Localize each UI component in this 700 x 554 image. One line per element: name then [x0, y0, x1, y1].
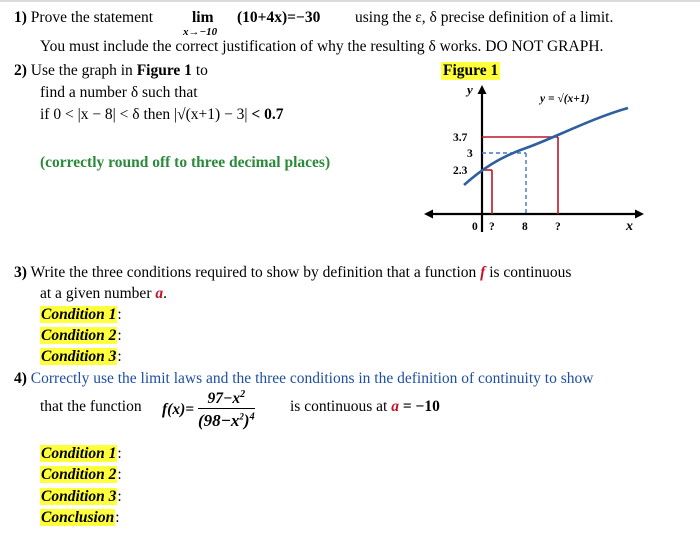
q1-expression: (10+4x)=−30: [237, 9, 321, 26]
q4-line1: 4) Correctly use the limit laws and the three conditions in the definition of continuity to show: [14, 370, 594, 387]
cropped-top-edge: [0, 0, 700, 2]
q3-condition-2: Condition 2:: [41, 327, 122, 344]
q2-line2: find a number δ such that: [40, 84, 198, 101]
q1-lim: lim: [192, 9, 214, 26]
q2-round-note: (correctly round off to three decimal places): [40, 154, 331, 171]
q1-line1: [14, 9, 153, 27]
q4-condition-1: Condition 1:: [41, 445, 122, 462]
q1-limit-subscript: x→−10: [183, 26, 218, 38]
q2-condition: if 0 < |x − 8| < δ then |√(x+1) − 3| < 0.7: [40, 106, 284, 123]
q4-condition-3: Condition 3:: [41, 488, 122, 505]
q1-line2: You must include the correct justification of why the resulting δ works. DO NOT GRAPH.: [40, 38, 604, 55]
q4-line2-text: that the function: [40, 398, 142, 415]
q3-condition-1: Condition 1:: [41, 306, 122, 323]
q-right-label: ?: [555, 221, 561, 233]
q3-line1: 3) Write the three conditions required to show by definition that a function f is continuous: [14, 264, 572, 281]
q3-condition-3: Condition 3:: [41, 348, 122, 365]
x-axis-left-arrow: [424, 210, 433, 219]
y-axis-arrow: [478, 85, 487, 94]
q4-fraction: $\frac{97-x^2}{(98-x^2)^4}$: [197, 389, 255, 431]
q4-number: 4): [14, 370, 27, 387]
tick-3-7: 3.7: [453, 132, 468, 144]
q2-line1: 2) Use the graph in Figure 1 to: [14, 62, 208, 79]
q4-function: f(x)= $\frac{97-x^2}{(98-x^2)^4}$: [162, 389, 255, 431]
figure-graph: [420, 82, 650, 242]
tick-2-3: 2.3: [453, 165, 468, 177]
tick-3: 3: [467, 148, 473, 160]
figure-title: Figure 1: [443, 62, 499, 79]
q4-conclusion: Conclusion:: [41, 509, 120, 526]
q2-figure-ref: Figure 1: [136, 62, 192, 79]
q4-condition-2: Condition 2:: [41, 466, 122, 483]
q1-number: 1): [14, 9, 27, 26]
eight-label: 8: [522, 221, 528, 233]
q1-text-a: Prove the statement: [30, 9, 154, 26]
q3-line2: at a given number a.: [40, 285, 167, 302]
q3-a: a: [155, 285, 164, 302]
q2-number: 2): [14, 62, 27, 79]
q3-number: 3): [14, 264, 27, 281]
q4-line2-b: is continuous at a = −10: [290, 398, 440, 415]
y-axis-label: y: [467, 82, 473, 97]
x-axis-right-arrow: [635, 210, 644, 219]
curve-label: y = √(x+1): [540, 93, 590, 105]
sqrt-curve: [464, 108, 628, 185]
q-left-label: ?: [489, 221, 495, 233]
q1-limit: [192, 9, 214, 27]
q3-f: f: [480, 264, 486, 281]
x-axis-label: x: [626, 219, 633, 234]
origin-label: 0: [472, 221, 478, 233]
q1-text-b: using the ε, δ precise definition of a limit.: [355, 9, 614, 26]
